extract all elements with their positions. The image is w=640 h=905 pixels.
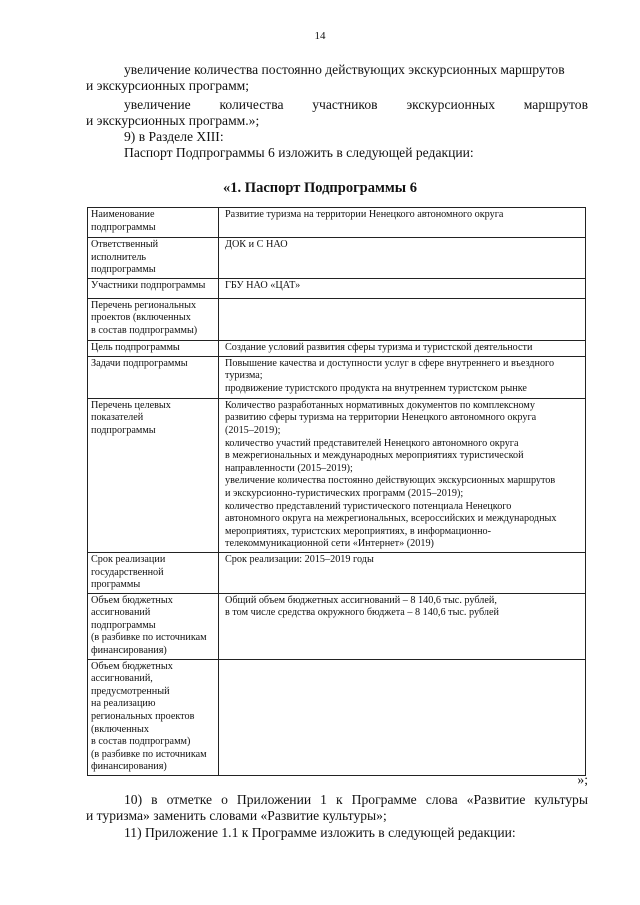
table-row bbox=[88, 552, 586, 593]
row-label-line: подпрограммы bbox=[91, 424, 156, 436]
row-label-line: исполнитель bbox=[91, 251, 147, 263]
row-value-cell bbox=[219, 278, 586, 298]
row-value-cell bbox=[219, 398, 586, 552]
row-value-line: развитию сферы туризма на территории Ненецкого автономного округа bbox=[225, 412, 537, 424]
intro-line-5: 9) в Разделе XIII: bbox=[124, 129, 224, 144]
row-value-line: количество представлений туристического потенциала Ненецкого bbox=[225, 500, 512, 512]
row-label-line: финансирования) bbox=[91, 645, 167, 657]
intro-line-3 bbox=[124, 97, 588, 113]
row-label-line: (включенных bbox=[91, 723, 149, 735]
row-label-line: Ответственный bbox=[91, 239, 159, 250]
row-value-line: Развитие туризма на территории Ненецкого автономного округа bbox=[225, 209, 504, 220]
intro-word: количества bbox=[219, 97, 284, 112]
row-label-cell bbox=[88, 593, 219, 659]
page-number: 14 bbox=[314, 30, 326, 42]
row-label-line: показателей bbox=[91, 412, 144, 424]
outro-line-1 bbox=[86, 792, 588, 808]
table-row bbox=[88, 208, 586, 238]
row-label-line: (в разбивке по источникам bbox=[91, 748, 207, 760]
row-value-cell bbox=[219, 238, 586, 279]
row-label-cell bbox=[88, 552, 219, 593]
row-label-cell bbox=[88, 238, 219, 279]
intro-word: участников bbox=[312, 97, 378, 112]
row-value-line: ДОК и С НАО bbox=[225, 239, 288, 250]
table-row bbox=[88, 298, 586, 340]
row-value-line: Срок реализации: 2015–2019 годы bbox=[225, 553, 374, 565]
table-row bbox=[88, 340, 586, 356]
intro-line-6: Паспорт Подпрограммы 6 изложить в следующей редакции: bbox=[124, 145, 474, 160]
row-value-line: в том числе средства окружного бюджета – 8 140,6 тыс. рублей bbox=[225, 607, 499, 619]
row-label-cell bbox=[88, 208, 219, 238]
row-label-cell bbox=[88, 278, 219, 298]
row-label-cell bbox=[88, 356, 219, 398]
row-label-line: ассигнований, bbox=[91, 673, 153, 685]
row-label-line: подпрограммы bbox=[91, 264, 156, 276]
row-label-line: (в разбивке по источникам bbox=[91, 632, 207, 644]
row-label-line: Срок реализации bbox=[91, 553, 166, 565]
passport-table-body bbox=[88, 208, 586, 776]
intro-line-4: и экскурсионных программ.»; bbox=[86, 113, 260, 128]
row-label-line: Цель подпрограммы bbox=[91, 341, 180, 353]
outro-line-2: и туризма» заменить словами «Развитие культуры»; bbox=[86, 808, 387, 823]
row-value-line: увеличение количества постоянно действующих экскурсионных маршрутов bbox=[225, 475, 556, 487]
row-value-line: Количество разработанных нормативных документов по комплексному bbox=[225, 399, 535, 411]
row-value-line: в межрегиональных и международных мероприятиях туристической bbox=[225, 450, 524, 462]
intro-line-2: и экскурсионных программ; bbox=[86, 78, 250, 93]
row-label-cell bbox=[88, 398, 219, 552]
row-value-cell bbox=[219, 552, 586, 593]
row-label-line: финансирования) bbox=[91, 761, 167, 773]
row-value-cell bbox=[219, 356, 586, 398]
row-label-line: предусмотренный bbox=[91, 685, 170, 697]
row-label-line: на реализацию bbox=[91, 698, 156, 710]
section-heading: «1. Паспорт Подпрограммы 6 bbox=[223, 180, 417, 196]
passport-table bbox=[87, 207, 586, 776]
row-label-line: программы bbox=[91, 579, 141, 591]
row-label-line: подпрограммы bbox=[91, 221, 156, 233]
row-value-line: Повышение качества и доступности услуг в сфере внутреннего и въездного bbox=[225, 357, 555, 369]
table-row bbox=[88, 278, 586, 298]
row-value-cell bbox=[219, 208, 586, 238]
row-value-line: количество участий представителей Ненецкого автономного округа bbox=[225, 437, 519, 449]
intro-word: экскурсионных bbox=[406, 97, 496, 112]
row-label-line: Объем бюджетных bbox=[91, 660, 173, 672]
row-label-line: региональных проектов bbox=[91, 711, 195, 723]
row-label-line: ассигнований bbox=[91, 607, 151, 619]
intro-word: увеличение bbox=[124, 97, 191, 112]
row-label-line: подпрограммы bbox=[91, 619, 156, 631]
row-value-line: и экскурсионно-туристических программ (2015–2019); bbox=[225, 487, 464, 499]
row-label-line: Участники подпрограммы bbox=[91, 279, 206, 291]
row-value-line: ГБУ НАО «ЦАТ» bbox=[225, 279, 301, 291]
row-value-line: мероприятиях, туристских мероприятиях, в информационно- bbox=[225, 525, 492, 537]
intro-line-1: увеличение количества постоянно действующих экскурсионных маршрутов bbox=[124, 62, 565, 77]
row-label-line: в состав подпрограммы) bbox=[91, 324, 198, 336]
row-value-cell bbox=[219, 298, 586, 340]
row-label-line: Наименование bbox=[91, 209, 155, 220]
table-row bbox=[88, 238, 586, 279]
row-value-line: Общий объем бюджетных ассигнований – 8 140,6 тыс. рублей, bbox=[225, 594, 497, 606]
row-label-cell bbox=[88, 340, 219, 356]
row-label-cell bbox=[88, 659, 219, 775]
row-label-line: в состав подпрограмм) bbox=[91, 736, 191, 748]
closing-quote: »; bbox=[577, 772, 588, 787]
row-label-line: Перечень региональных bbox=[91, 299, 197, 311]
row-label-line: государственной bbox=[91, 566, 164, 578]
table-row bbox=[88, 593, 586, 659]
row-value-line: (2015–2019); bbox=[225, 424, 281, 436]
row-value-line: автономного округа на межрегиональных, всероссийских и международных bbox=[225, 513, 557, 525]
row-value-line: телекоммуникационной сети «Интернет» (2019) bbox=[225, 538, 434, 550]
row-label-line: Перечень целевых bbox=[91, 399, 171, 411]
table-row bbox=[88, 356, 586, 398]
row-value-cell bbox=[219, 659, 586, 775]
intro-word: маршрутов bbox=[523, 97, 588, 112]
row-value-line: туризма; bbox=[225, 370, 263, 382]
row-value-line: направленности (2015–2019); bbox=[225, 462, 353, 474]
row-label-line: Задачи подпрограммы bbox=[91, 357, 188, 369]
row-label-line: проектов (включенных bbox=[91, 312, 191, 324]
table-row bbox=[88, 398, 586, 552]
row-label-line: Объем бюджетных bbox=[91, 594, 173, 606]
row-value-line: Создание условий развития сферы туризма и туристской деятельности bbox=[225, 341, 533, 353]
outro-line-1-text: 10) в отметке о Приложении 1 к Программе слова «Развитие культуры bbox=[124, 792, 588, 807]
outro-line-3: 11) Приложение 1.1 к Программе изложить в следующей редакции: bbox=[124, 825, 516, 840]
row-label-cell bbox=[88, 298, 219, 340]
row-value-line: продвижение туристского продукта на внутреннем туристском рынке bbox=[225, 382, 527, 394]
row-value-cell bbox=[219, 593, 586, 659]
table-row bbox=[88, 659, 586, 775]
row-value-cell bbox=[219, 340, 586, 356]
